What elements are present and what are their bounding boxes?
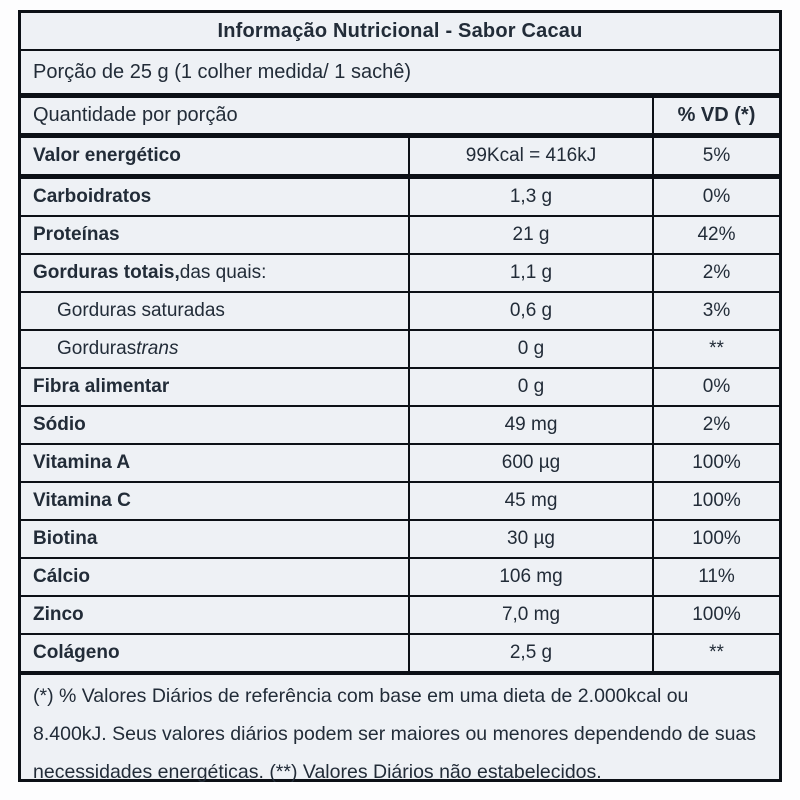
nutrient-name-suffix: das quais: bbox=[179, 262, 267, 283]
table-row-sodium bbox=[21, 407, 779, 445]
nutrient-dv: 100% bbox=[652, 445, 779, 481]
nutrient-amount: 7,0 mg bbox=[408, 597, 652, 633]
nutrient-dv: 0% bbox=[652, 179, 779, 215]
nutrient-name: Fibra alimentar bbox=[33, 376, 170, 397]
nutrient-dv: 0% bbox=[652, 369, 779, 405]
daily-values-footnote bbox=[21, 675, 779, 791]
nutrient-amount: 21 g bbox=[408, 217, 652, 253]
nutrient-name: Proteínas bbox=[33, 224, 120, 245]
nutrient-amount: 0 g bbox=[408, 369, 652, 405]
nutrient-dv: 2% bbox=[652, 407, 779, 443]
nutrient-name: Gorduras saturadas bbox=[57, 300, 225, 321]
nutrient-name-bold: Gorduras totais, bbox=[33, 262, 180, 283]
nutrient-amount: 30 µg bbox=[408, 521, 652, 557]
nutrient-name: Zinco bbox=[33, 604, 84, 625]
table-row-fiber bbox=[21, 369, 779, 407]
nutrient-amount: 45 mg bbox=[408, 483, 652, 519]
table-row-vitamin-a bbox=[21, 445, 779, 483]
nutrient-name: Carboidratos bbox=[33, 186, 152, 207]
table-row-collagen bbox=[21, 635, 779, 675]
nutrient-dv: 3% bbox=[652, 293, 779, 329]
nutrient-name: Valor energético bbox=[33, 145, 181, 166]
nutrient-name bbox=[21, 255, 408, 291]
table-row-energy bbox=[21, 138, 779, 179]
nutrient-dv: 2% bbox=[652, 255, 779, 291]
table-row-saturated-fat bbox=[21, 293, 779, 331]
nutrient-name bbox=[21, 331, 408, 367]
nutrient-dv: ** bbox=[652, 331, 779, 367]
nutrient-name-text: Gorduras bbox=[57, 338, 137, 359]
nutrient-dv: ** bbox=[652, 635, 779, 671]
table-row-total-fat bbox=[21, 255, 779, 293]
nutrient-amount: 0,6 g bbox=[408, 293, 652, 329]
table-row-protein bbox=[21, 217, 779, 255]
table-row-zinc bbox=[21, 597, 779, 635]
nutrient-amount: 2,5 g bbox=[408, 635, 652, 671]
nutrient-dv: 5% bbox=[652, 138, 779, 174]
nutrient-amount: 1,1 g bbox=[408, 255, 652, 291]
nutrition-facts-table bbox=[18, 10, 782, 782]
nutrient-name: Vitamina A bbox=[33, 452, 131, 473]
table-title: Informação Nutricional - Sabor Cacau bbox=[21, 13, 779, 51]
table-row-trans-fat bbox=[21, 331, 779, 369]
nutrient-name: Biotina bbox=[33, 528, 98, 549]
nutrient-dv: 100% bbox=[652, 597, 779, 633]
nutrient-amount: 0 g bbox=[408, 331, 652, 367]
nutrient-dv: 100% bbox=[652, 483, 779, 519]
footnote-text: (*) % Valores Diários de referência com base em uma dieta de 2.000kcal ou 8.400kJ. Seus valores diários podem ser maiores ou menores dependendo de suas necessidades energéticas. (**) Valores Diários não estabelecidos. bbox=[33, 685, 757, 784]
column-header-row bbox=[21, 98, 779, 138]
table-row-calcium bbox=[21, 559, 779, 597]
nutrient-amount: 1,3 g bbox=[408, 179, 652, 215]
nutrient-name: Vitamina C bbox=[33, 490, 131, 511]
nutrient-dv: 42% bbox=[652, 217, 779, 253]
nutrient-amount: 49 mg bbox=[408, 407, 652, 443]
daily-value-column-header: % VD (*) bbox=[652, 98, 779, 133]
nutrient-dv: 11% bbox=[652, 559, 779, 595]
table-row-biotin bbox=[21, 521, 779, 559]
nutrient-amount: 106 mg bbox=[408, 559, 652, 595]
nutrient-amount: 99Kcal = 416kJ bbox=[408, 138, 652, 174]
portion-info: Porção de 25 g (1 colher medida/ 1 sachê) bbox=[21, 51, 779, 98]
nutrient-name: Cálcio bbox=[33, 566, 91, 587]
nutrient-dv: 100% bbox=[652, 521, 779, 557]
nutrient-name-italic: trans bbox=[136, 338, 179, 359]
nutrient-name: Colágeno bbox=[33, 642, 120, 663]
quantity-column-header: Quantidade por porção bbox=[33, 104, 238, 126]
nutrient-name: Sódio bbox=[33, 414, 86, 435]
table-row-vitamin-c bbox=[21, 483, 779, 521]
table-row-carbs bbox=[21, 179, 779, 217]
nutrient-amount: 600 µg bbox=[408, 445, 652, 481]
